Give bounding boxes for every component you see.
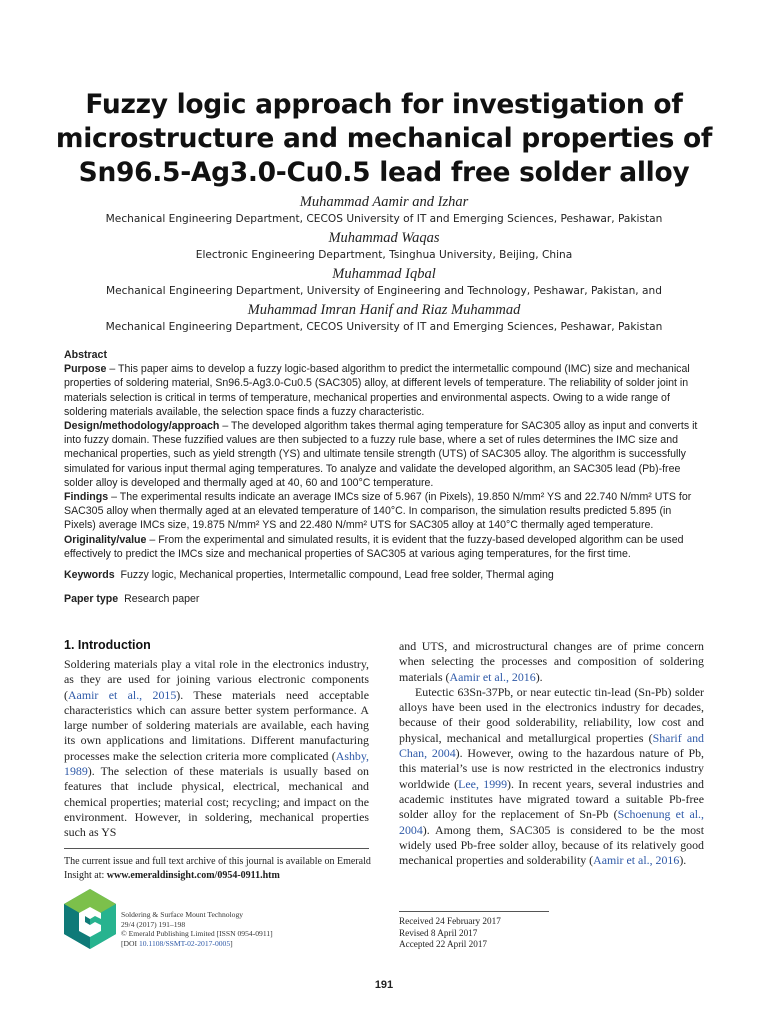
received-date: Received 24 February 2017 <box>399 916 501 926</box>
journal-url-link[interactable]: www.emeraldinsight.com/0954-0911.htm <box>106 870 280 881</box>
author-name: Muhammad Aamir and Izhar <box>299 194 469 210</box>
footnote-text: The current issue and full text archive of this journal is available on Emerald Insight at: <box>64 856 371 881</box>
title-line: Sn96.5-Ag3.0-Cu0.5 lead free solder alloy <box>78 157 690 188</box>
findings-text: – The experimental results indicate an average IMCs size of 5.967 (in Pixels), 19.850 N/mm² YS and 22.740 N/mm² UTS for SAC305 alloy when thermally aged at an elevated temperature of 140°C. In comparison, the simulation results predicted 5.895 (in Pixels) average IMCs size, 19.875 N/mm² YS and 22.480 N/mm² UTS for SAC305 alloy at 140°C thermally aged temperature. <box>64 491 692 532</box>
citation-link[interactable]: Sharif and Chan, 2004 <box>399 730 704 761</box>
author-block <box>40 193 728 337</box>
emerald-logo-icon <box>64 889 116 949</box>
title-line: microstructure and mechanical properties of <box>55 123 713 154</box>
text: and UTS, and microstructural changes are of prime concern when selecting the processes and composition of soldering materials ( <box>399 639 704 684</box>
abstract-design <box>64 419 704 490</box>
paragraph <box>64 657 369 841</box>
keywords-text: Fuzzy logic, Mechanical properties, Intermetallic compound, Lead free solder, Thermal aging <box>120 569 554 581</box>
journal-archive-note <box>64 855 374 883</box>
citation-link[interactable]: Aamir et al., 2016 <box>593 853 680 868</box>
citation-link[interactable]: Lee, 1999 <box>458 776 508 791</box>
text: ] <box>230 938 233 948</box>
abstract-heading: Abstract <box>64 349 107 361</box>
author-affiliation: Electronic Engineering Department, Tsinghua University, Beijing, China <box>195 249 573 261</box>
footnote-divider <box>64 848 369 849</box>
paper-title <box>40 88 728 190</box>
journal-info <box>121 910 273 948</box>
paper-type-label: Paper type <box>64 593 119 605</box>
citation-link[interactable]: Aamir et al., 2015 <box>67 687 177 702</box>
doi-link[interactable]: 10.1108/SSMT-02-2017-0005 <box>138 938 231 948</box>
left-column <box>64 657 369 841</box>
journal-volume: 29/4 (2017) 191–198 <box>121 919 186 929</box>
accepted-date: Accepted 22 April 2017 <box>399 939 488 950</box>
author-name: Muhammad Iqbal <box>332 266 436 282</box>
purpose-text: – This paper aims to develop a fuzzy logic-based algorithm to predict the intermetallic compound (IMC) size and mechanical properties of soldering material, Sn96.5-Ag3.0-Cu0.5 (SAC305) alloy, at different levels of temperature. The reliability of solder joint in materials selection is critical in terms of temperature, mechanical properties and environmental aspects. Owing to a wide range of soldering materials available, the selection space finds a fuzzy characteristic. <box>64 363 690 418</box>
journal-issn: © Emerald Publishing Limited [ISSN 0954-0911] <box>121 929 273 939</box>
text: ). However, owing to the hazardous nature of Pb, this material’s use is now restricted in the electronics industry worldwide ( <box>399 746 705 791</box>
paragraph <box>399 685 704 869</box>
keywords <box>64 569 704 581</box>
author-name: Muhammad Waqas <box>328 230 440 246</box>
author-affiliation: Mechanical Engineering Department, CECOS University of IT and Emerging Sciences, Peshawar, Pakistan <box>105 213 663 225</box>
findings-label: Findings <box>64 491 109 504</box>
page-number: 191 <box>374 979 394 991</box>
section-heading-introduction: 1. Introduction <box>64 638 151 652</box>
paper-type <box>64 593 704 605</box>
keywords-label: Keywords <box>64 569 115 581</box>
author-affiliation: Mechanical Engineering Department, CECOS University of IT and Emerging Sciences, Peshawar, Pakistan <box>105 321 663 333</box>
purpose-label: Purpose <box>64 363 107 376</box>
text: ). <box>679 853 687 868</box>
text: ). Among them, SAC305 is considered to be the most widely used Pb-free solder alloy, because of its relatively good mechanical properties and solderability ( <box>399 822 704 868</box>
title-line: Fuzzy logic approach for investigation of <box>85 89 683 120</box>
originality-label: Originality/value <box>64 533 147 546</box>
journal-name: Soldering & Surface Mount Technology <box>121 910 244 919</box>
abstract-findings <box>64 490 704 533</box>
text: Soldering materials play a vital role in the electronics industry, as they are used for joining various electronic components ( <box>64 657 369 702</box>
abstract <box>64 348 704 561</box>
originality-text: – From the experimental and simulated results, it is evident that the fuzzy-based developed algorithm can be used effectively to predict the IMCs size and mechanical properties of SAC305 at various aging temperatures, for the first time. <box>64 533 684 560</box>
author-name: Muhammad Imran Hanif and Riaz Muhammad <box>247 302 521 318</box>
citation-link[interactable]: Aamir et al., 2016 <box>449 669 536 684</box>
design-label: Design/methodology/approach <box>64 420 220 433</box>
paper-type-text: Research paper <box>124 593 200 605</box>
text: ). The selection of these materials is usually based on features that include physical, electrical, mechanical and chemical properties; material cost; recycling; and impact on the environment. However, in soldering, mechanical properties such as YS <box>64 764 369 840</box>
abstract-originality <box>64 533 704 561</box>
citation-link[interactable]: Ashby, 1989 <box>64 748 369 779</box>
journal-doi <box>121 939 273 949</box>
citation-link[interactable]: Schoenung et al., 2004 <box>399 807 704 837</box>
text: ). These materials need acceptable characteristics which can assure better system performance. A large number of soldering materials are available, each having its own applications and limitations. Different manufacturing processes make the selection criteria more complicated ( <box>64 687 369 763</box>
text: ). In recent years, several industries and academic institutes have migrated toward a suitable Pb-free solder alloy for the replacement of Sn-Pb ( <box>399 776 704 822</box>
text: [DOI <box>121 938 139 948</box>
design-text: – The developed algorithm takes thermal aging temperature for SAC305 alloy as input and converts it into fuzzy domain. These fuzzified values are then subjected to a fuzzy rule base, where a set of rules determines the IMC size and mechanical properties, such as yield strength (YS) and ultimate tensile strength (UTS) of SAC305 alloy. The algorithm is successfully simulated for various input thermal aging temperatures. To analyze and validate the developed algorithm, an SAC305 lead (Pb)-free solder alloy is developed and thermally aged at 40, 60 and 100°C temperature. <box>64 420 698 489</box>
right-column <box>399 639 704 868</box>
author-affiliation: Mechanical Engineering Department, University of Engineering and Technology, Peshawar, Pakistan, and <box>106 285 662 297</box>
text: ). <box>535 669 543 684</box>
abstract-purpose <box>64 362 704 419</box>
text: Eutectic 63Sn-37Pb, or near eutectic tin-lead (Sn-Pb) solder alloys have been used in the electronics industry for decades, because of their good solderability, reliability, low cost and physical, mechanical and metallurgical properties ( <box>399 684 704 745</box>
paragraph <box>399 639 704 685</box>
received-divider <box>399 911 549 912</box>
revised-date: Revised 8 April 2017 <box>399 927 478 938</box>
received-dates <box>399 916 501 951</box>
